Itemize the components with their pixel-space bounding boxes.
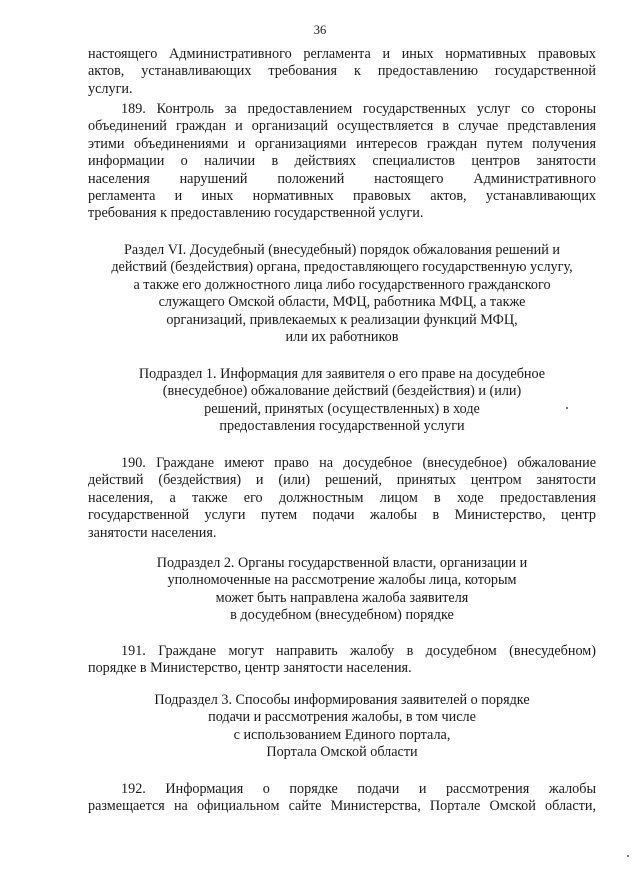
text-line: этими объединениями и организациями интересов граждан путем получения <box>88 135 596 152</box>
text-line: актов, устанавливающих требования к предоставлению государственной <box>88 63 596 80</box>
section-6-heading <box>88 242 596 346</box>
subsection-2-heading <box>88 555 596 625</box>
heading-line: (внесудебное) обжалование действий (бездействия) и (или) <box>162 383 522 400</box>
page-number: 36 <box>313 23 327 37</box>
text-line: услуги. <box>88 80 133 97</box>
text-line: размещается на официальном сайте Министерства, Портале Омской области, <box>88 798 596 815</box>
scan-speck <box>566 407 568 409</box>
text-line: 192. Информация о порядке подачи и рассмотрения жалобы <box>121 781 596 797</box>
text-line: 189. Контроль за предоставлением государственных услуг со стороны <box>121 101 596 117</box>
text-line: населения нарушений положений настоящего Административного <box>88 170 596 187</box>
paragraph-continued <box>88 46 596 98</box>
heading-line: решений, принятых (осуществленных) в ходе <box>204 400 480 417</box>
text-line: 191. Граждане могут направить жалобу в досудебном (внесудебном) <box>121 643 596 659</box>
heading-line: служащего Омской области, МФЦ, работника МФЦ, а также <box>158 294 526 311</box>
text-line: требования к предоставлению государственной услуги. <box>88 205 424 222</box>
heading-line: действий (бездействия) органа, предоставляющего государственную услугу, <box>111 259 573 276</box>
scan-speck <box>627 855 629 857</box>
subsection-3-heading <box>88 692 596 762</box>
text-line: 190. Граждане имеют право на досудебное (внесудебное) обжалование <box>121 455 596 471</box>
paragraph-190 <box>88 455 596 542</box>
text-line: занятости населения. <box>88 524 217 541</box>
heading-line: или их работников <box>285 329 399 346</box>
paragraph-191 <box>88 643 596 678</box>
heading-line: Портала Омской области <box>266 744 418 761</box>
text-line: действий (бездействия) и (или) решений, принятых центром занятости <box>88 472 596 489</box>
heading-line: может быть направлена жалоба заявителя <box>215 589 469 606</box>
heading-line: предоставления государственной услуги <box>219 418 465 435</box>
paragraph-189 <box>88 101 596 223</box>
text-line: порядке в Министерство, центр занятости населения. <box>88 660 412 677</box>
heading-line: Подраздел 1. Информация для заявителя о его праве на досудебное <box>138 366 546 382</box>
heading-line: Подраздел 2. Органы государственной власти, организации и <box>156 555 528 571</box>
heading-line: уполномоченные на рассмотрение жалобы лица, которым <box>167 572 517 589</box>
text-line: государственной услуги путем подачи жалобы в Министерство, центр <box>88 507 596 524</box>
paragraph-192 <box>88 781 596 816</box>
heading-line: с использованием Единого портала, <box>233 726 451 743</box>
heading-line: Раздел VI. Досудебный (внесудебный) порядок обжалования решений и <box>124 242 560 258</box>
heading-line: Подраздел 3. Способы информирования заявителей о порядке <box>154 692 530 708</box>
text-line: регламента и иных нормативных правовых актов, устанавливающих <box>88 188 596 205</box>
heading-line: организаций, привлекаемых к реализации функций МФЦ, <box>166 311 518 328</box>
text-line: объединений граждан и организаций осуществляется в случае представления <box>88 118 596 135</box>
text-line: настоящего Административного регламента и иных нормативных правовых <box>88 46 596 62</box>
heading-line: а также его должностного лица либо государственного гражданского <box>133 276 551 293</box>
heading-line: подачи и рассмотрения жалобы, в том числе <box>208 709 476 726</box>
heading-line: в досудебном (внесудебном) порядке <box>230 607 454 624</box>
text-line: населения, а также его должностным лицом в ходе предоставления <box>88 489 596 506</box>
text-line: информации о наличии в действиях специалистов центров занятости <box>88 153 596 170</box>
subsection-1-heading <box>88 366 596 436</box>
